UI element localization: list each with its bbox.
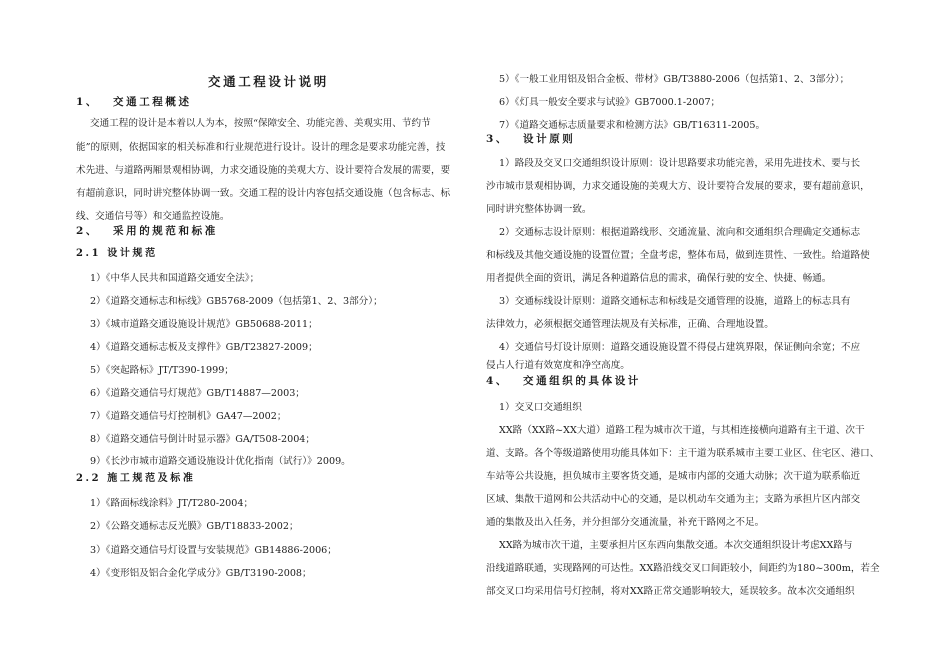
section-3-heading	[486, 131, 575, 146]
design-spec-item-8: 8）《道路交通信号倒计时显示器》GA/T508-2004；	[90, 434, 315, 445]
construction-spec-item-3: 3）《道路交通信号灯设置与安装规范》GB14886-2006；	[90, 545, 337, 556]
organization-p2-line-2: 沿线道路联通，实现路网的可达性。XX路沿线交叉口间距较小，间距约为180~300m，若全	[486, 563, 880, 574]
principle-1-line-1: 1）路段及交叉口交通组织设计原则：设计思路要求功能完善，采用先进技术、要与长	[499, 158, 861, 169]
construction-spec-item-5: 5）《一般工业用铝及铝合金板、带材》GB/T3880-2006（包括第1、2、3部分）；	[499, 74, 850, 85]
design-spec-item-1: 1）《中华人民共和国道路交通安全法》；	[90, 273, 260, 284]
section-3-number: 3、	[486, 133, 510, 145]
section-1-line-1: 交通工程的设计是本着以人为本，按照“保障安全、功能完善、美观实用、节约节	[90, 118, 431, 129]
construction-spec-item-1: 1）《路面标线涂料》JT/T280-2004；	[90, 498, 254, 509]
section-1-line-3: 术先进、与道路两厢景观相协调，力求交通设施的美观大方、设计要符合发展的需要，要	[76, 165, 451, 176]
organization-p2-line-3: 部交叉口均采用信号灯控制，将对XX路正常交通影响较大，延误较多。故本次交通组织	[486, 586, 855, 597]
design-spec-item-5: 5）《突起路标》JT/T390-1999；	[90, 365, 234, 376]
section-4-number: 4、	[486, 375, 510, 387]
principle-4-line-2: 侵占人行道有效宽度和净空高度。	[486, 360, 630, 371]
document-title: 交通工程设计说明	[208, 74, 329, 89]
principle-2-line-3: 用者提供全面的资讯，满足各种道路信息的需求，确保行驶的安全、快捷、畅通。	[486, 273, 832, 284]
section-1-heading	[76, 94, 192, 109]
section-1-line-4: 有超前意识，同时讲究整体协调一致。交通工程的设计内容包括交通设施（包含标志、标	[76, 188, 451, 199]
subsection-2-1-heading: 2.1 设计规范	[76, 248, 158, 259]
section-1-title: 交通工程概述	[113, 96, 192, 108]
design-spec-item-2: 2）《道路交通标志和标线》GB5768-2009（包括第1、2、3部分）；	[90, 296, 383, 307]
section-2-heading	[76, 223, 218, 238]
organization-p1-line-4: 区域、集散干道网和公共活动中心的交通，是以机动车交通为主；支路为承担片区内部交	[486, 494, 861, 505]
principle-2-line-1: 2）交通标志设计原则：根据道路线形、交通流量、流向和交通组织合理确定交通标志	[499, 227, 861, 238]
organization-p2-line-1: XX路为城市次干道，主要承担片区东西向集散交通。本次交通组织设计考虑XX路与	[499, 540, 853, 551]
section-2-title: 采用的规范和标准	[113, 225, 218, 237]
subsection-2-2-heading: 2.2 施工规范及标准	[76, 473, 196, 484]
section-4-heading	[486, 373, 641, 388]
construction-spec-item-2: 2）《公路交通标志反光膜》GB/T18833-2002；	[90, 521, 299, 532]
section-1-line-5: 线、交通信号等）和交通监控设施。	[76, 211, 230, 222]
design-spec-item-7: 7）《道路交通信号灯控制机》GA47—2002；	[90, 411, 287, 422]
organization-p1-line-2: 道、支路。各个等级道路使用功能具体如下：主干道为联系城市主要工业区、住宅区、港口、	[486, 448, 880, 459]
construction-spec-item-6: 6）《灯具一般安全要求与试验》GB7000.1-2007；	[499, 97, 721, 108]
construction-spec-item-7: 7）《道路交通标志质量要求和检测方法》GB/T16311-2005。	[499, 120, 766, 131]
principle-3-line-2: 法律效力，必须根据交通管理法规及有关标准，正确、合理地设置。	[486, 319, 774, 330]
principle-2-line-2: 和标线及其他交通设施的设置位置；全盘考虑，整体布局，做到连贯性、一致性。给道路使	[486, 250, 870, 261]
section-3-title: 设计原则	[523, 133, 576, 145]
section-1-number: 1、	[76, 96, 100, 108]
intersection-subheading: 1）交叉口交通组织	[499, 402, 582, 413]
organization-p1-line-5: 通的集散及出入任务，并分担部分交通流量，补充干路网之不足。	[486, 517, 765, 528]
design-spec-item-3: 3）《城市道路交通设施设计规范》GB50688-2011；	[90, 319, 318, 330]
section-2-number: 2、	[76, 225, 100, 237]
principle-3-line-1: 3）交通标线设计原则：道路交通标志和标线是交通管理的设施，道路上的标志具有	[499, 296, 851, 307]
design-spec-item-6: 6）《道路交通信号灯规范》GB/T14887—2003；	[90, 388, 305, 399]
organization-p1-line-1: XX路（XX路~XX大道）道路工程为城市次干道，与其相连接横向道路有主干道、次干	[499, 425, 865, 436]
section-1-line-2: 能”的原则，依据国家的相关标准和行业规范进行设计。设计的理念是要求功能完善，技	[76, 142, 446, 153]
design-spec-item-9: 9）《长沙市城市道路交通设施设计优化指南（试行）》2009。	[90, 456, 351, 467]
principle-1-line-3: 同时讲究整体协调一致。	[486, 204, 592, 215]
construction-spec-item-4: 4）《变形铝及铝合金化学成分》GB/T3190-2008；	[90, 568, 312, 579]
design-spec-item-4: 4）《道路交通标志板及支撑件》GB/T23827-2009；	[90, 342, 318, 353]
principle-1-line-2: 沙市城市景观相协调，力求交通设施的美观大方、设计要符合发展的要求，要有超前意识，	[486, 181, 870, 192]
section-4-title: 交通组织的具体设计	[523, 375, 641, 387]
principle-4-line-1: 4）交通信号灯设计原则：道路交通设施设置不得侵占建筑界限，保证侧向余宽；不应	[499, 342, 861, 353]
organization-p1-line-3: 车站等公共设施，担负城市主要客货交通，是城市内部的交通大动脉；次干道为联系临近	[486, 471, 861, 482]
